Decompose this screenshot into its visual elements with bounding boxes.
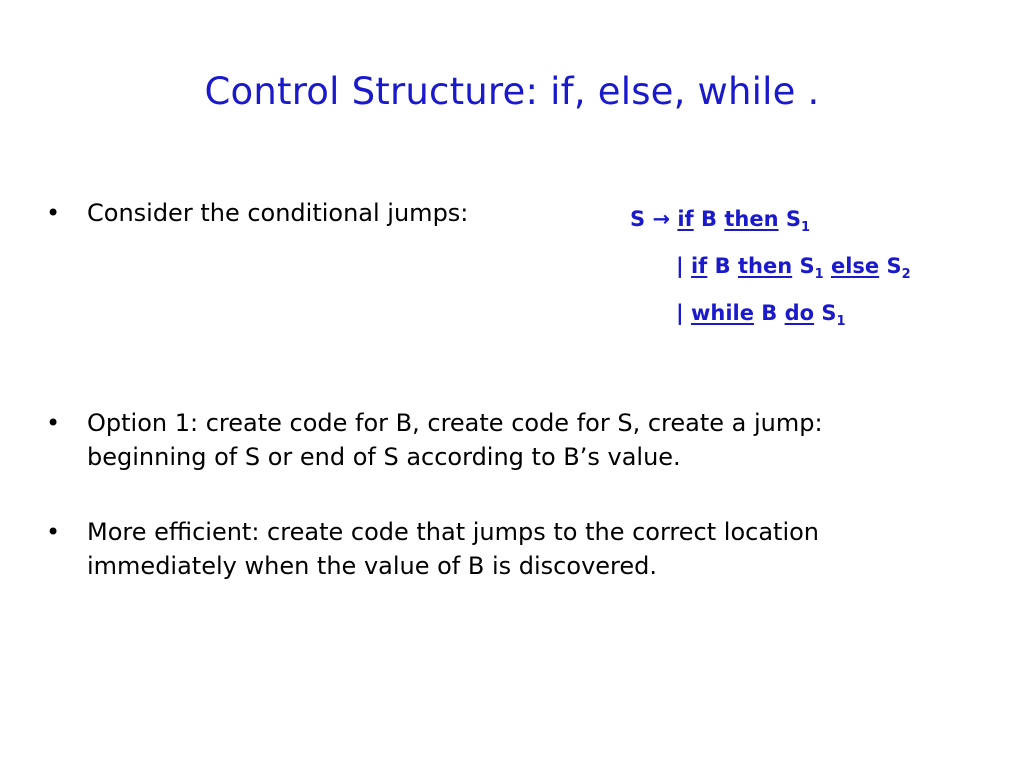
grammar-bar: |	[676, 301, 684, 325]
keyword-else: else	[830, 254, 880, 278]
bullet-marker: •	[46, 409, 61, 437]
subscript: 1	[836, 314, 846, 329]
bullet-text: More efficient: create code that jumps to the correct location immediately when the value of B is discovered.	[87, 518, 819, 580]
grammar-stmt: $S_2$	[886, 254, 911, 282]
bullet-text: Option 1: create code for B, create code for S, create a jump: beginning of S or end of S according to B’s value.	[87, 409, 823, 471]
keyword-if: if	[677, 207, 694, 231]
subscript: 1	[814, 267, 824, 282]
bullet-marker: •	[46, 518, 61, 546]
bullet-text: Consider the conditional jumps:	[87, 199, 469, 227]
slide-title: Control Structure: if, else, while .	[204, 70, 820, 113]
grammar-bar: |	[676, 254, 684, 278]
subscript: 1	[800, 220, 811, 235]
grammar-stmt: $S_1$	[799, 254, 824, 282]
bullet-item-conditional-jumps	[46, 196, 566, 230]
bullet-item-option-1	[46, 406, 946, 474]
keyword-then: then	[737, 254, 793, 278]
grammar-lhs: S	[630, 207, 646, 231]
subscript: 2	[901, 267, 911, 282]
keyword-while: while	[690, 301, 754, 325]
grammar-cond: B	[701, 207, 718, 231]
bullet-marker: •	[46, 199, 61, 227]
keyword-do: do	[784, 301, 815, 325]
bullet-item-more-efficient	[46, 515, 946, 583]
keyword-then: then	[724, 207, 779, 231]
grammar-rule-if-then	[630, 200, 911, 247]
grammar-cond: B	[714, 254, 731, 278]
grammar-arrow: →	[652, 207, 671, 231]
keyword-if: if	[690, 254, 708, 278]
grammar-rule-while-do	[630, 294, 911, 341]
grammar-rule-if-then-else	[630, 247, 911, 294]
grammar-cond: B	[761, 301, 778, 325]
grammar-stmt: $S_1$	[821, 301, 846, 329]
grammar-rules	[630, 200, 911, 341]
grammar-stmt: $S_1$	[785, 207, 811, 235]
